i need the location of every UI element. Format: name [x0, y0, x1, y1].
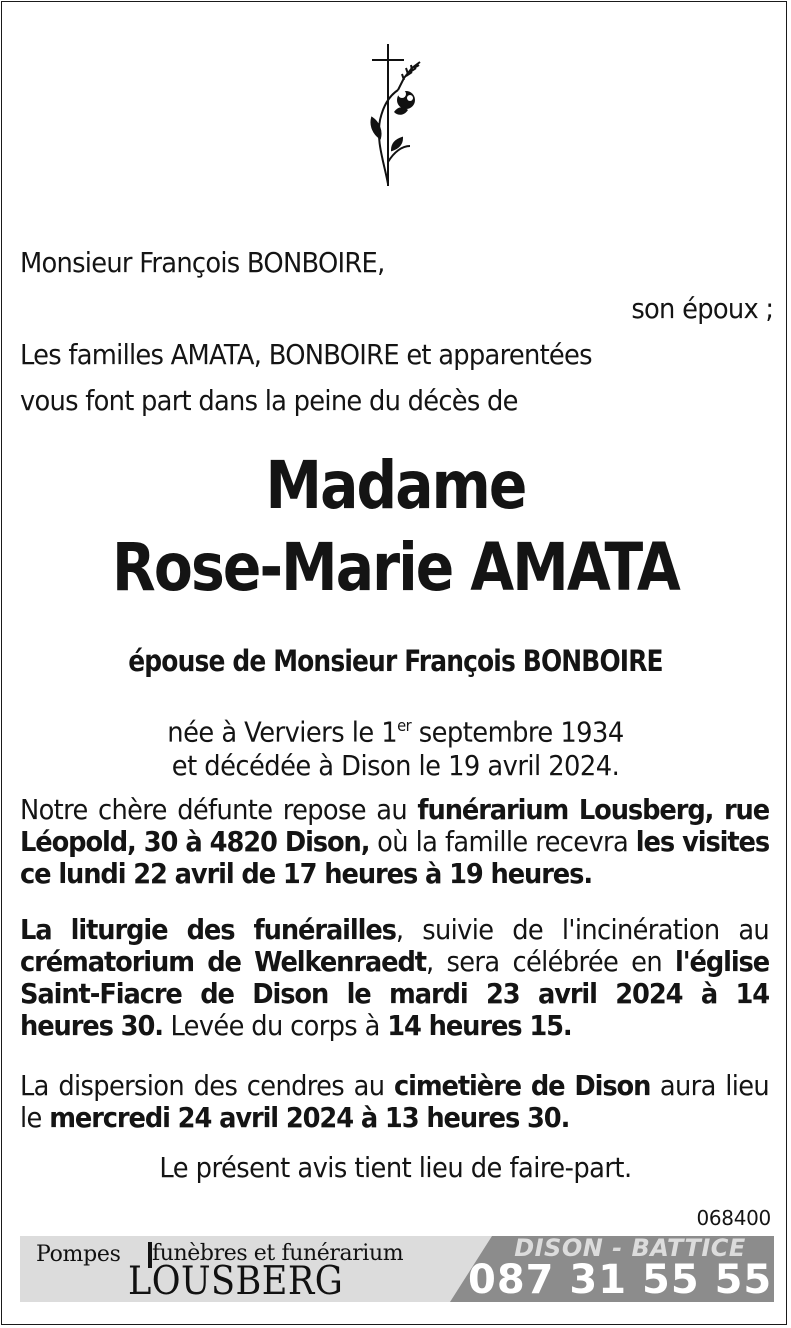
paragraph-segment: , suivie de l'incinération au [395, 913, 770, 946]
paragraph-segment: Notre chère défunte repose au [20, 793, 418, 826]
paragraph-segment: mercredi 24 avril 2024 à 13 heures 30. [49, 1101, 570, 1134]
banner-pompes: Pompes [36, 1242, 121, 1267]
paragraph-segment: funérarium Lousberg, rue Léopold, 30 à 4820 Dison, [20, 793, 770, 858]
birth-line: née à Verviers le 1er septembre 1934 [167, 715, 624, 749]
paragraph-segment: les visites ce lundi 22 avril de 17 heures à 19 heures. [20, 825, 770, 890]
cross-with-rose-icon [358, 42, 434, 190]
paragraph-segment: où la famille recevra [369, 825, 636, 858]
paragraph-segment: La dispersion des cendres au [20, 1069, 394, 1102]
banner-city: DISON - BATTICE [514, 1236, 746, 1262]
paragraph-segment: Levée du corps à [162, 1009, 388, 1042]
paragraph-segment: , sera célébrée en [425, 945, 676, 978]
paragraph-segment: 14 heures 15. [387, 1009, 572, 1042]
paragraph-segment: cimetière de Dison [393, 1069, 651, 1102]
intro-line-3: Les familles AMATA, BONBOIRE et apparentées [20, 338, 592, 371]
paragraph-ashes [20, 1070, 769, 1134]
reference-number: 068400 [696, 1206, 771, 1230]
deceased-name: Rose-Marie AMATA [112, 529, 679, 606]
paragraph-segment: crématorium de Welkenraedt [20, 945, 426, 978]
intro-line-4: vous font part dans la peine du décès de [20, 384, 518, 417]
intro-line-2: son époux ; [630, 292, 773, 325]
death-line: et décédée à Dison le 19 avril 2024. [171, 749, 620, 782]
paragraph-segment: La liturgie des funérailles [20, 913, 396, 946]
closing-line: Le présent avis tient lieu de faire-part. [159, 1151, 632, 1184]
paragraph-visitation [20, 794, 769, 890]
banner-funebres: funèbres et funérarium [152, 1241, 404, 1266]
funeral-home-banner [20, 1236, 774, 1302]
spouse-line: épouse de Monsieur François BONBOIRE [128, 644, 663, 678]
banner-phone: 087 31 55 55 [468, 1257, 773, 1302]
banner-name: LOUSBERG [128, 1259, 344, 1302]
paragraph-segment: l'église Saint-Fiacre de Dison le mardi 23 avril 2024 à 14 heures 30. [20, 945, 770, 1042]
intro-line-1: Monsieur François BONBOIRE, [20, 246, 385, 279]
paragraph-segment: aura lieu le [20, 1069, 770, 1134]
paragraph-funeral [20, 914, 769, 1042]
deceased-title: Madame [265, 447, 526, 524]
